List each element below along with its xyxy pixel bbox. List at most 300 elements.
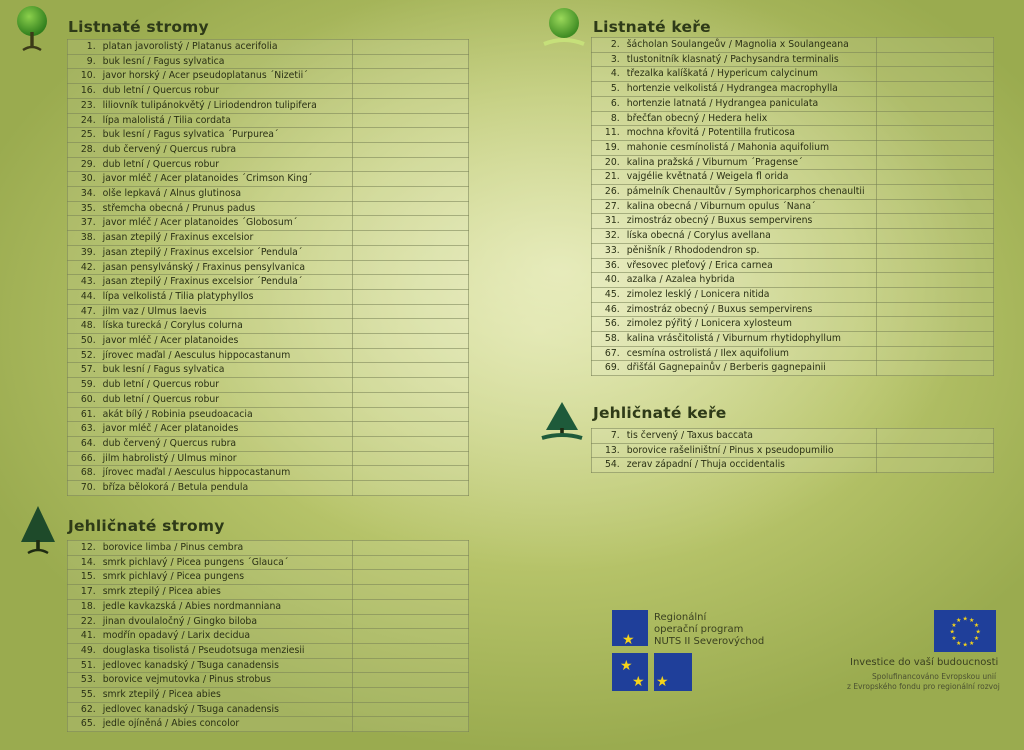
plant-number: 31. <box>592 214 625 229</box>
plant-number: 62. <box>68 702 101 717</box>
table-row <box>592 443 994 458</box>
plant-number: 2. <box>592 38 625 53</box>
empty-cell <box>352 599 468 614</box>
plant-number: 42. <box>68 260 101 275</box>
eu-sub-1: Spolufinancováno Evropskou unií <box>872 672 997 681</box>
plant-number: 51. <box>68 658 101 673</box>
table-row <box>68 98 469 113</box>
plant-number: 39. <box>68 245 101 260</box>
plant-number: 5. <box>592 82 625 97</box>
plant-number: 58. <box>592 332 625 347</box>
plant-name: javor mléč / Acer platanoides <box>101 422 353 437</box>
plant-name: jasan pensylvánský / Fraxinus pensylvanica <box>101 260 353 275</box>
plant-name: zimostráz obecný / Buxus sempervirens <box>625 214 877 229</box>
plant-number: 28. <box>68 142 101 157</box>
empty-cell <box>877 155 994 170</box>
empty-cell <box>877 229 994 244</box>
plant-number: 36. <box>592 258 625 273</box>
empty-cell <box>352 113 468 128</box>
plant-number: 3. <box>592 52 625 67</box>
plant-number: 21. <box>592 170 625 185</box>
plant-number: 1. <box>68 40 101 55</box>
empty-cell <box>352 541 468 556</box>
empty-cell <box>877 332 994 347</box>
table-row <box>68 585 469 600</box>
plant-number: 40. <box>592 273 625 288</box>
table-row <box>68 673 469 688</box>
table-row <box>68 334 469 349</box>
empty-cell <box>877 82 994 97</box>
plant-name: tlustonitník klasnatý / Pachysandra terminalis <box>625 52 877 67</box>
plant-name: modřín opadavý / Larix decidua <box>101 629 352 644</box>
plant-number: 52. <box>68 348 101 363</box>
empty-cell <box>352 231 468 246</box>
plant-name: jírovec maďal / Aesculus hippocastanum <box>101 466 353 481</box>
conifer-shrub-icon <box>538 400 586 442</box>
plant-number: 63. <box>68 422 101 437</box>
plant-name: pámelník Chenaultův / Symphoricarphos chenaultii <box>625 185 877 200</box>
plant-name: kalina obecná / Viburnum opulus ´Nana´ <box>625 199 877 214</box>
plant-name: jinan dvoulaločný / Gingko biloba <box>101 614 352 629</box>
plant-name: líska turecká / Corylus colurna <box>101 319 353 334</box>
plant-name: azalka / Azalea hybrida <box>625 273 877 288</box>
empty-cell <box>352 69 468 84</box>
table-row <box>592 243 994 258</box>
empty-cell <box>877 52 994 67</box>
table-row <box>592 287 994 302</box>
empty-cell <box>877 273 994 288</box>
section-title: Jehličnaté keře <box>593 404 727 422</box>
plant-name: dřišťál Gagnepainův / Berberis gagnepainii <box>625 361 877 376</box>
plant-number: 15. <box>68 570 101 585</box>
empty-cell <box>352 304 468 319</box>
svg-text:★: ★ <box>622 632 635 648</box>
table-row <box>68 216 469 231</box>
plant-number: 6. <box>592 96 625 111</box>
table-row <box>68 172 469 187</box>
rop-line-2: operační program <box>654 624 744 635</box>
table-row <box>592 229 994 244</box>
table-row <box>68 157 469 172</box>
table-row <box>68 378 469 393</box>
table-row <box>68 643 469 658</box>
plant-number: 18. <box>68 599 101 614</box>
empty-cell <box>352 481 468 496</box>
conifer-tree-icon <box>18 504 58 556</box>
empty-cell <box>352 585 468 600</box>
empty-cell <box>352 98 468 113</box>
plant-number: 22. <box>68 614 101 629</box>
plant-number: 64. <box>68 436 101 451</box>
plant-name: šácholan Soulangeův / Magnolia x Soulangeana <box>625 38 877 53</box>
plant-name: břečťan obecný / Hedera helix <box>625 111 877 126</box>
plant-number: 50. <box>68 334 101 349</box>
plant-number: 30. <box>68 172 101 187</box>
plant-name: jedle kavkazská / Abies nordmanniana <box>101 599 352 614</box>
empty-cell <box>352 555 468 570</box>
plant-number: 49. <box>68 643 101 658</box>
table-row <box>68 599 469 614</box>
empty-cell <box>352 348 468 363</box>
eu-star: ★ <box>951 622 957 629</box>
table-row <box>592 346 994 361</box>
plant-number: 29. <box>68 157 101 172</box>
eu-star: ★ <box>969 617 975 625</box>
table-row <box>592 361 994 376</box>
table-row <box>68 407 469 422</box>
empty-cell <box>352 451 468 466</box>
empty-cell <box>352 289 468 304</box>
plant-name: dub červený / Quercus rubra <box>101 142 353 157</box>
empty-cell <box>352 673 468 688</box>
empty-cell <box>877 96 994 111</box>
empty-cell <box>352 40 468 55</box>
plant-name: dub letní / Quercus robur <box>101 392 353 407</box>
plant-name: líska obecná / Corylus avellana <box>625 229 877 244</box>
empty-cell <box>877 361 994 376</box>
empty-cell <box>877 317 994 332</box>
table-row <box>592 38 994 53</box>
plant-number: 9. <box>68 54 101 69</box>
plant-number: 11. <box>592 126 625 141</box>
table-row <box>68 541 469 556</box>
empty-cell <box>352 54 468 69</box>
plant-name: smrk ztepilý / Picea abies <box>101 585 352 600</box>
plant-name: borovice rašeliništní / Pinus x pseudopumilio <box>625 443 877 458</box>
plant-number: 59. <box>68 378 101 393</box>
empty-cell <box>877 287 994 302</box>
plant-number: 20. <box>592 155 625 170</box>
plant-name: jasan ztepilý / Fraxinus excelsior <box>101 231 353 246</box>
plant-number: 44. <box>68 289 101 304</box>
plant-number: 12. <box>68 541 101 556</box>
table-row <box>68 392 469 407</box>
eu-slogan: Investice do vaší budoucnosti <box>850 657 999 668</box>
table-row <box>68 260 469 275</box>
plant-name: mochna křovitá / Potentilla fruticosa <box>625 126 877 141</box>
empty-cell <box>352 570 468 585</box>
plant-name: jedlovec kanadský / Tsuga canadensis <box>101 658 352 673</box>
plant-number: 24. <box>68 113 101 128</box>
table-row <box>68 201 469 216</box>
empty-cell <box>352 643 468 658</box>
plant-number: 43. <box>68 275 101 290</box>
table-row <box>592 52 994 67</box>
table-row <box>68 40 469 55</box>
empty-cell <box>877 458 994 473</box>
plant-number: 66. <box>68 451 101 466</box>
plant-number: 14. <box>68 555 101 570</box>
empty-cell <box>877 214 994 229</box>
table-row <box>68 304 469 319</box>
empty-cell <box>877 170 994 185</box>
table-row <box>592 170 994 185</box>
empty-cell <box>352 363 468 378</box>
plant-number: 32. <box>592 229 625 244</box>
empty-cell <box>352 658 468 673</box>
conifer-shrubs-table <box>591 428 994 473</box>
table-row <box>68 54 469 69</box>
plant-name: platan javorolistý / Platanus acerifolia <box>101 40 353 55</box>
table-row <box>68 688 469 703</box>
empty-cell <box>877 302 994 317</box>
table-row <box>592 317 994 332</box>
plant-name: hortenzie latnatá / Hydrangea paniculata <box>625 96 877 111</box>
plant-number: 53. <box>68 673 101 688</box>
table-row <box>592 458 994 473</box>
plant-number: 34. <box>68 187 101 202</box>
svg-text:★: ★ <box>632 674 645 690</box>
rop-line-3: NUTS II Severovýchod <box>654 636 765 647</box>
empty-cell <box>352 392 468 407</box>
plant-number: 19. <box>592 140 625 155</box>
eu-sub-2: z Evropského fondu pro regionální rozvoj <box>847 682 1000 691</box>
round-tree-icon <box>14 4 50 54</box>
plant-name: dub letní / Quercus robur <box>101 157 353 172</box>
plant-name: jedlovec kanadský / Tsuga canadensis <box>101 702 352 717</box>
plant-number: 27. <box>592 199 625 214</box>
section-title: Jehličnaté stromy <box>68 517 225 535</box>
plant-number: 48. <box>68 319 101 334</box>
plant-name: dub letní / Quercus robur <box>101 378 353 393</box>
table-row <box>68 702 469 717</box>
plant-name: javor horský / Acer pseudoplatanus ´Nizetii´ <box>101 69 353 84</box>
plant-name: tis červený / Taxus baccata <box>625 429 877 444</box>
rop-logo <box>612 610 765 696</box>
empty-cell <box>877 243 994 258</box>
table-row <box>592 155 994 170</box>
plant-number: 55. <box>68 688 101 703</box>
table-row <box>592 185 994 200</box>
plant-name: olše lepkavá / Alnus glutinosa <box>101 187 353 202</box>
table-row <box>592 126 994 141</box>
empty-cell <box>877 346 994 361</box>
plant-number: 57. <box>68 363 101 378</box>
table-row <box>592 332 994 347</box>
plant-number: 35. <box>68 201 101 216</box>
table-row <box>592 111 994 126</box>
eu-star: ★ <box>949 628 955 636</box>
empty-cell <box>877 111 994 126</box>
plant-name: liliovník tulipánokvětý / Liriodendron tulipifera <box>101 98 353 113</box>
empty-cell <box>877 443 994 458</box>
table-row <box>68 289 469 304</box>
empty-cell <box>877 429 994 444</box>
plant-name: jírovec maďal / Aesculus hippocastanum <box>101 348 353 363</box>
table-row <box>68 128 469 143</box>
table-row <box>68 436 469 451</box>
plant-name: zimostráz obecný / Buxus sempervirens <box>625 302 877 317</box>
plant-number: 67. <box>592 346 625 361</box>
empty-cell <box>352 614 468 629</box>
plant-number: 41. <box>68 629 101 644</box>
conifer-trees-table <box>67 540 469 732</box>
eu-flag-icon <box>934 610 996 652</box>
empty-cell <box>352 466 468 481</box>
plant-name: jasan ztepilý / Fraxinus excelsior ´Pendula´ <box>101 275 353 290</box>
plant-number: 10. <box>68 69 101 84</box>
plant-number: 4. <box>592 67 625 82</box>
table-row <box>68 231 469 246</box>
eu-star: ★ <box>975 628 981 636</box>
eu-star: ★ <box>956 617 962 625</box>
plant-name: dub červený / Quercus rubra <box>101 436 353 451</box>
empty-cell <box>352 717 468 732</box>
empty-cell <box>352 260 468 275</box>
table-row <box>68 658 469 673</box>
plant-name: javor mléč / Acer platanoides <box>101 334 353 349</box>
empty-cell <box>352 275 468 290</box>
eu-star: ★ <box>962 615 968 623</box>
plant-number: 25. <box>68 128 101 143</box>
empty-cell <box>352 378 468 393</box>
plant-number: 60. <box>68 392 101 407</box>
eu-logo <box>934 610 996 656</box>
table-row <box>68 275 469 290</box>
plant-name: hortenzie velkolistá / Hydrangea macrophylla <box>625 82 877 97</box>
plant-number: 54. <box>592 458 625 473</box>
plant-number: 7. <box>592 429 625 444</box>
plant-name: akát bílý / Robinia pseudoacacia <box>101 407 353 422</box>
plant-name: smrk pichlavý / Picea pungens ´Glauca´ <box>101 555 352 570</box>
empty-cell <box>352 422 468 437</box>
table-row <box>592 258 994 273</box>
table-row <box>592 82 994 97</box>
empty-cell <box>352 187 468 202</box>
plant-name: jilm habrolistý / Ulmus minor <box>101 451 353 466</box>
plant-name: borovice limba / Pinus cembra <box>101 541 352 556</box>
plant-number: 45. <box>592 287 625 302</box>
plant-number: 37. <box>68 216 101 231</box>
plant-name: vajgélie květnatá / Weigela fl orida <box>625 170 877 185</box>
plant-name: buk lesní / Fagus sylvatica <box>101 54 353 69</box>
plant-name: smrk ztepilý / Picea abies <box>101 688 352 703</box>
table-row <box>68 422 469 437</box>
plant-name: lípa malolistá / Tilia cordata <box>101 113 353 128</box>
empty-cell <box>352 157 468 172</box>
table-row <box>68 717 469 732</box>
plant-name: buk lesní / Fagus sylvatica ´Purpurea´ <box>101 128 353 143</box>
plant-name: kalina vrásčitolistá / Viburnum rhytidophyllum <box>625 332 877 347</box>
plant-name: zimolez pýřitý / Lonicera xylosteum <box>625 317 877 332</box>
eu-star: ★ <box>973 635 980 642</box>
plant-name: smrk pichlavý / Picea pungens <box>101 570 352 585</box>
table-row <box>68 629 469 644</box>
table-row <box>592 429 994 444</box>
empty-cell <box>352 245 468 260</box>
plant-number: 65. <box>68 717 101 732</box>
empty-cell <box>352 702 468 717</box>
table-row <box>592 214 994 229</box>
plant-number: 8. <box>592 111 625 126</box>
table-row <box>68 614 469 629</box>
empty-cell <box>877 126 994 141</box>
table-row <box>592 140 994 155</box>
plant-number: 69. <box>592 361 625 376</box>
empty-cell <box>877 258 994 273</box>
plant-name: javor mléč / Acer platanoides ´Crimson King´ <box>101 172 353 187</box>
plant-name: pěnišník / Rhododendron sp. <box>625 243 877 258</box>
table-row <box>68 555 469 570</box>
empty-cell <box>352 142 468 157</box>
table-row <box>592 199 994 214</box>
deciduous-shrubs-table <box>591 37 994 376</box>
plant-number: 47. <box>68 304 101 319</box>
empty-cell <box>352 319 468 334</box>
section-title: Listnaté stromy <box>68 18 209 36</box>
deciduous-trees-table <box>67 39 469 496</box>
empty-cell <box>352 688 468 703</box>
table-row <box>592 302 994 317</box>
empty-cell <box>352 407 468 422</box>
plant-number: 13. <box>592 443 625 458</box>
plant-name: střemcha obecná / Prunus padus <box>101 201 353 216</box>
empty-cell <box>877 185 994 200</box>
section-title: Listnaté keře <box>593 18 711 36</box>
plant-name: zerav západní / Thuja occidentalis <box>625 458 877 473</box>
table-row <box>68 570 469 585</box>
plant-name: zimolez lesklý / Lonicera nitida <box>625 287 877 302</box>
plant-name: vřesovec pleťový / Erica carnea <box>625 258 877 273</box>
round-shrub-icon <box>540 6 588 48</box>
table-row <box>592 273 994 288</box>
plant-name: borovice vejmutovka / Pinus strobus <box>101 673 352 688</box>
empty-cell <box>352 128 468 143</box>
table-row <box>68 84 469 99</box>
eu-star: ★ <box>973 622 980 629</box>
plant-name: javor mléč / Acer platanoides ´Globosum´ <box>101 216 353 231</box>
plant-name: jasan ztepilý / Fraxinus excelsior ´Pendula´ <box>101 245 353 260</box>
table-row <box>68 451 469 466</box>
empty-cell <box>352 629 468 644</box>
empty-cell <box>877 67 994 82</box>
plant-number: 56. <box>592 317 625 332</box>
table-row <box>68 363 469 378</box>
plant-name: jilm vaz / Ulmus laevis <box>101 304 353 319</box>
table-row <box>68 481 469 496</box>
svg-text:★: ★ <box>620 658 633 674</box>
empty-cell <box>877 199 994 214</box>
plant-name: třezalka kalíškatá / Hypericum calycinum <box>625 67 877 82</box>
empty-cell <box>352 334 468 349</box>
table-row <box>68 113 469 128</box>
empty-cell <box>352 84 468 99</box>
plant-number: 61. <box>68 407 101 422</box>
plant-number: 68. <box>68 466 101 481</box>
plant-number: 33. <box>592 243 625 258</box>
empty-cell <box>877 140 994 155</box>
empty-cell <box>352 172 468 187</box>
eu-star: ★ <box>969 639 975 647</box>
empty-cell <box>877 38 994 53</box>
plant-number: 46. <box>592 302 625 317</box>
plant-name: bříza bělokorá / Betula pendula <box>101 481 353 496</box>
rop-line-1: Regionální <box>654 612 707 623</box>
plant-number: 17. <box>68 585 101 600</box>
table-row <box>68 319 469 334</box>
plant-name: douglaska tisolistá / Pseudotsuga menziesii <box>101 643 352 658</box>
table-row <box>68 245 469 260</box>
plant-name: lípa velkolistá / Tilia platyphyllos <box>101 289 353 304</box>
eu-star: ★ <box>962 641 968 649</box>
svg-text:★: ★ <box>656 674 669 690</box>
empty-cell <box>352 436 468 451</box>
plant-name: kalina pražská / Viburnum ´Pragense´ <box>625 155 877 170</box>
plant-number: 23. <box>68 98 101 113</box>
empty-cell <box>352 216 468 231</box>
eu-star: ★ <box>956 639 962 647</box>
plant-name: buk lesní / Fagus sylvatica <box>101 363 353 378</box>
